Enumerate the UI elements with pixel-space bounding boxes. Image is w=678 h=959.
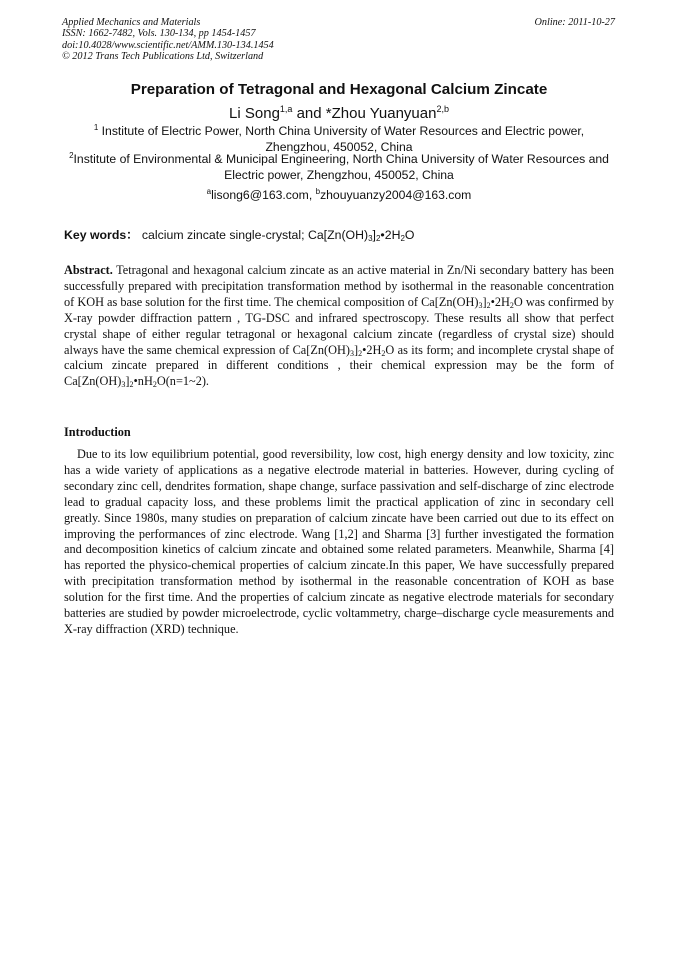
keywords-line bbox=[64, 225, 414, 243]
affiliation-1 bbox=[64, 124, 614, 155]
abstract-sub: 2 bbox=[509, 300, 514, 310]
abstract-text: O was confirmed by X-ray powder diffraction pattern , TG-DSC and infrared spectroscopy. These results all show that perfect crystal shape of either regular tetragonal or hexagonal calcium zincate (regardless of crystal size) should always have the same chemical expression of Ca[Zn(OH) bbox=[64, 294, 615, 357]
abstract-text: ] bbox=[482, 294, 487, 309]
kw-sub: 2 bbox=[400, 234, 405, 243]
online-date: Online: 2011-10-27 bbox=[534, 17, 615, 28]
kw-sub: 3 bbox=[368, 234, 373, 243]
affiliation-1-mark: 1 bbox=[93, 123, 99, 132]
abstract-sub: 3 bbox=[478, 300, 483, 310]
author-2-sup: 2,b bbox=[436, 104, 449, 114]
journal-name: Applied Mechanics and Materials bbox=[62, 17, 201, 28]
email-a: lisong6@163.com, bbox=[211, 188, 316, 202]
email-b: zhouyuanzy2004@163.com bbox=[320, 188, 472, 202]
kw-text: O bbox=[404, 228, 415, 242]
affiliation-2-text: Institute of Environmental & Municipal Engineering, North China University of Water Resources and Electric power, Zhengzhou, 450052, China bbox=[73, 152, 609, 182]
journal-header bbox=[62, 17, 274, 62]
email-b-mark: b bbox=[315, 187, 321, 196]
abstract-sub: 2 bbox=[152, 380, 157, 390]
abstract-text: •2H bbox=[490, 294, 510, 309]
paper-title: Preparation of Tetragonal and Hexagonal Calcium Zincate bbox=[130, 81, 548, 98]
author-2: *Zhou Yuanyuan bbox=[325, 105, 437, 122]
kw-text: •2H bbox=[380, 228, 401, 242]
abstract-text: ] bbox=[125, 374, 130, 389]
kw-text: ] bbox=[372, 228, 376, 242]
section-heading-introduction: Introduction bbox=[64, 425, 131, 439]
abstract-sub: 3 bbox=[121, 380, 126, 390]
abstract-text: ] bbox=[353, 342, 359, 357]
abstract-text: O as its form; and incomplete crystal shape of calcium zincate prepared in different conditions , their chemical expression may be the form of Ca[Zn(OH) bbox=[64, 342, 614, 389]
abstract-text: •nH bbox=[133, 374, 153, 389]
abstract-sub: 2 bbox=[381, 348, 386, 358]
kw-sub: 2 bbox=[375, 234, 381, 243]
email-a-mark: a bbox=[206, 187, 212, 196]
abstract-paragraph bbox=[64, 263, 614, 390]
doi-line: doi:10.4028/www.scientific.net/AMM.130-134.1454 bbox=[62, 39, 274, 51]
abstract-sub: 3 bbox=[349, 348, 354, 358]
keywords-label: Key words： bbox=[64, 228, 139, 242]
copyright-line: © 2012 Trans Tech Publications Ltd, Switzerland bbox=[62, 50, 264, 62]
author-connector: and bbox=[292, 105, 326, 122]
abstract-text: Tetragonal and hexagonal calcium zincate as an active material in Zn/Ni secondary battery has been successfully prepared with precipitation transformation method by isothermal in the reasonable concentration of KOH as base solution for the first time. The chemical composition of Ca[Zn(OH) bbox=[64, 263, 614, 309]
abstract-label: Abstract. bbox=[64, 263, 113, 277]
abstract-text: O(n=1~2). bbox=[156, 374, 210, 389]
affiliation-2-mark: 2 bbox=[69, 151, 74, 160]
affiliation-1-text: Institute of Electric Power, North China University of Water Resources and Electric power, Zhengzhou, 450052, China bbox=[98, 124, 585, 154]
affiliation-2 bbox=[64, 152, 614, 183]
abstract-sub: 2 bbox=[358, 348, 363, 358]
author-1-sup: 1,a bbox=[279, 104, 293, 114]
abstract-sub: 2 bbox=[129, 380, 134, 390]
author-line bbox=[0, 104, 678, 122]
issn-line: ISSN: 1662-7482, Vols. 130-134, pp 1454-1457 bbox=[62, 28, 256, 40]
introduction-paragraph: Due to its low equilibrium potential, good reversibility, low cost, high energy density and low toxicity, zinc has a wide variety of applications as a negative electrode material in batteries. However, during cycling of secondary zinc cell, dendrites formation, shape change, surface passivation and self-discharge of zinc electrode lead to gradual capacity loss, and these problems limit the practical application of zinc in secondary cell greatly. Since 1980s, many studies on preparation of calcium zincate have been carried out due to its effect on improving the performances of zinc electrode. Wang [1,2] and Sharma [3] further investigated the formation and decomposition kinetics of calcium zincate and obtained some related parameters. Meanwhile, Sharma [4] has reported the physico-chemical properties of calcium zincate.In this paper, We have successfully prepared with precipitation transformation method by isothermal in the reasonable concentration of KOH as base solution for the first time. And the properties of calcium zincate as negative electrode materials for secondary batteries are studied by powder microelectrode, cyclic voltammetry, charge–discharge cycle measurements and X-ray diffraction (XRD) technique. bbox=[64, 447, 614, 636]
abstract-sub: 2 bbox=[486, 300, 491, 310]
author-1: Li Song bbox=[229, 105, 280, 122]
keywords-text: calcium zincate single-crystal; Ca[Zn(OH) bbox=[138, 228, 369, 242]
abstract-text: •2H bbox=[362, 342, 382, 357]
email-line bbox=[0, 188, 678, 202]
